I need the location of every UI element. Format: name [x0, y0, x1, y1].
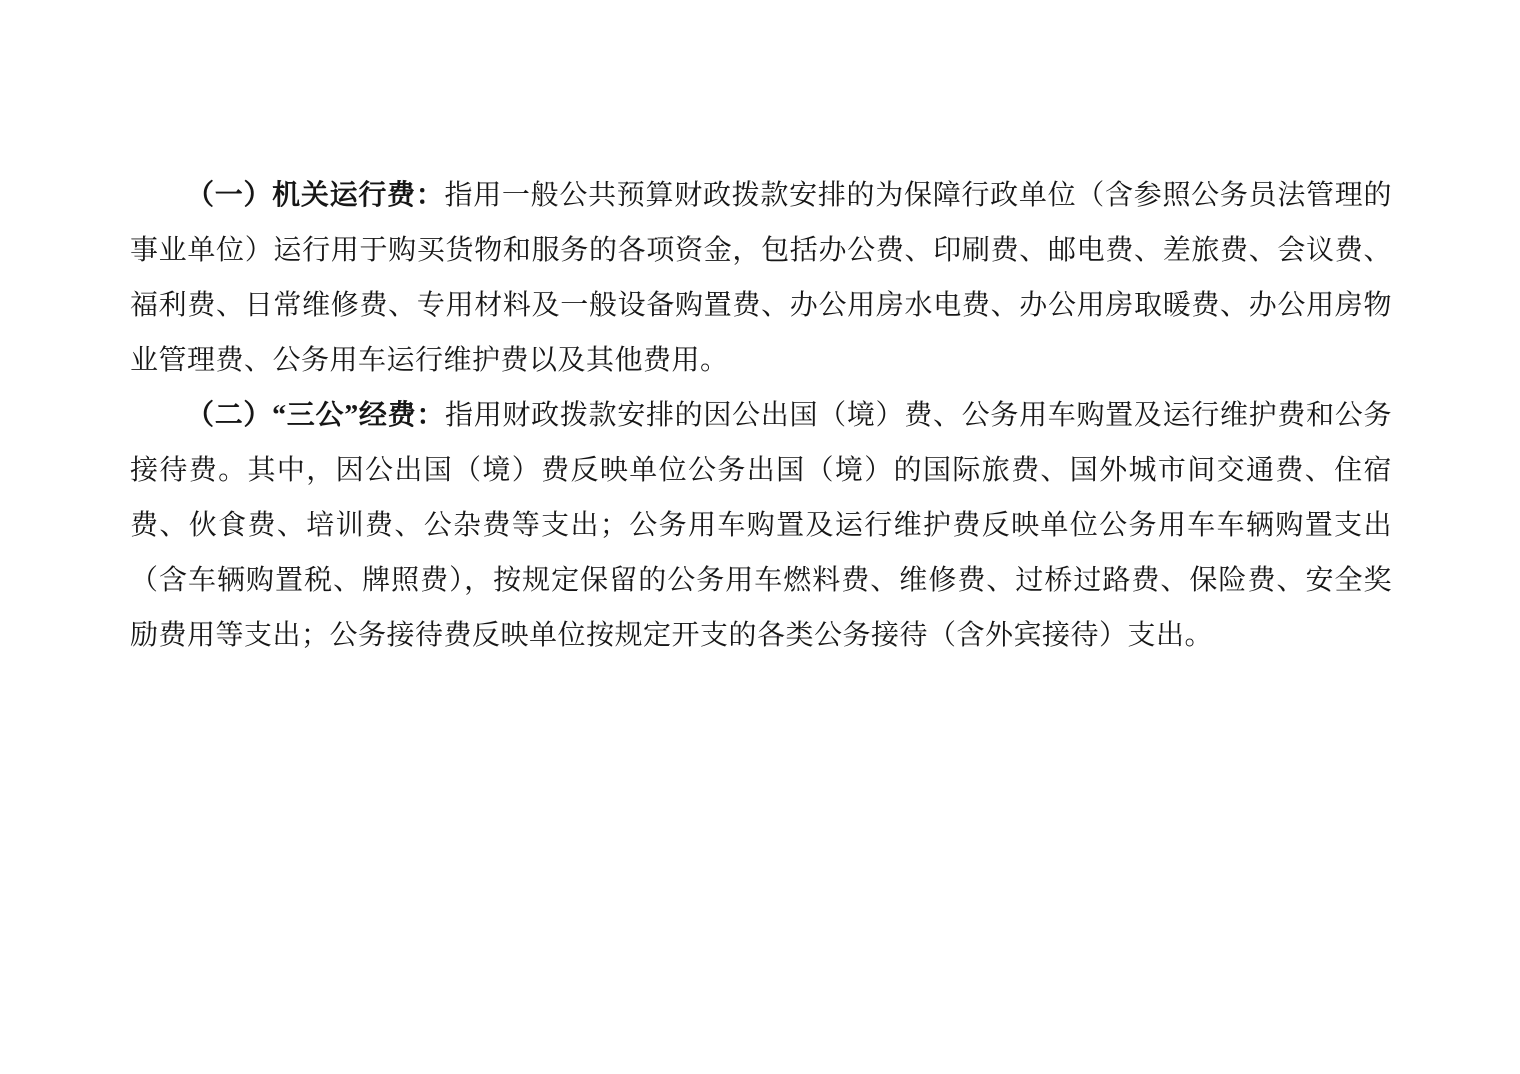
paragraph-organ-operating-expenses: [130, 168, 1392, 388]
document-content: [130, 168, 1392, 663]
paragraph-body: 指用财政拨款安排的因公出国（境）费、公务用车购置及运行维护费和公务接待费。其中，因公出国（境）费反映单位公务出国（境）的国际旅费、国外城市间交通费、住宿费、伙食费、培训费、公杂费等支出；公务用车购置及运行维护费反映单位公务用车车辆购置支出（含车辆购置税、牌照费），按规定保留的公务用车燃料费、维修费、过桥过路费、保险费、安全奖励费用等支出；公务接待费反映单位按规定开支的各类公务接待（含外宾接待）支出。: [130, 400, 1392, 651]
paragraph-heading: （一）机关运行费：: [186, 180, 445, 211]
paragraph-body: 指用一般公共预算财政拨款安排的为保障行政单位（含参照公务员法管理的事业单位）运行用于购买货物和服务的各项资金，包括办公费、印刷费、邮电费、差旅费、会议费、福利费、日常维修费、专用材料及一般设备购置费、办公用房水电费、办公用房取暖费、办公用房物业管理费、公务用车运行维护费以及其他费用。: [130, 180, 1392, 376]
paragraph-heading: （二）“三公”经费：: [186, 400, 446, 431]
paragraph-three-public-funds: [130, 388, 1392, 663]
